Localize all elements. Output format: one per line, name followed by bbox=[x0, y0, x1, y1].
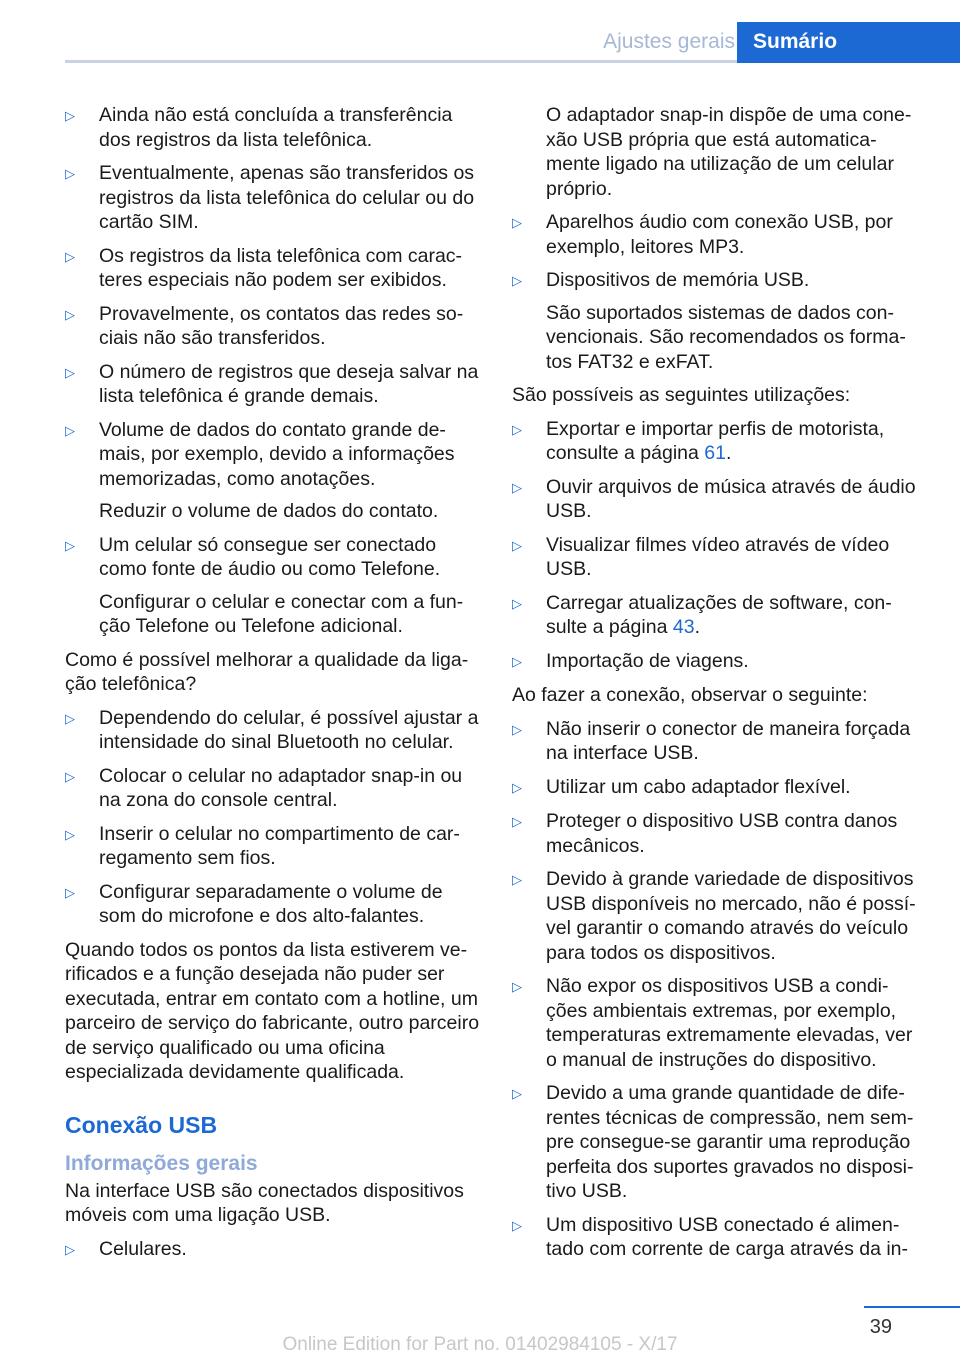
list-item-text: Um celular só consegue ser conectado como fonte de áudio ou como Telefone. bbox=[99, 533, 441, 580]
list-item-text: Não expor os dispositivos USB a condi‐ções ambientais extremas, por exemplo, temperaturas extremamente elevadas, ver o manual de instruções do dispositivo. bbox=[546, 975, 913, 1071]
list-item-body bbox=[546, 649, 928, 675]
subsection-title: Informações gerais bbox=[65, 1151, 258, 1175]
list-item-text: Colocar o celular no adaptador snap-in ou na zona do console central. bbox=[99, 764, 463, 811]
list-item bbox=[512, 717, 928, 766]
list-item-body bbox=[99, 1237, 481, 1263]
list-item-body bbox=[99, 706, 481, 755]
list-item-text bbox=[546, 591, 928, 640]
list-item bbox=[512, 417, 928, 466]
list-item-text: Proteger o dispositivo USB contra danos mecânicos. bbox=[546, 810, 898, 857]
list-item-text: Inserir o celular no compartimento de car‐regamento sem fios. bbox=[99, 822, 460, 869]
list-item-text-pre: Importação de viagens. bbox=[546, 649, 749, 672]
list-item-text-post: . bbox=[726, 442, 732, 464]
list-item-text: O número de registros que deseja salvar na lista telefônica é grande demais. bbox=[99, 360, 479, 407]
continued-paragraph: O adaptador snap-in dispõe de uma cone‐xão USB própria que está automatica‐mente ligado na utilização de um celular próprio. bbox=[546, 104, 912, 200]
list-item-body bbox=[546, 809, 928, 858]
list-items3 bbox=[65, 1237, 481, 1263]
list-item-body bbox=[546, 1081, 928, 1204]
bullet-triangle-icon: ▷ bbox=[65, 537, 75, 553]
list-item bbox=[512, 268, 928, 374]
paragraph: Ao fazer a conexão, observar o seguinte: bbox=[512, 684, 868, 706]
list-item-body bbox=[546, 867, 928, 965]
list-item bbox=[512, 475, 928, 524]
list-item-text: Os registros da lista telefônica com carac‐teres especiais não podem ser exibidos. bbox=[99, 244, 463, 291]
bullet-triangle-icon: ▷ bbox=[512, 479, 522, 495]
bullet-triangle-icon: ▷ bbox=[65, 166, 75, 181]
list-item-text: Celulares. bbox=[99, 1237, 187, 1260]
bullet-triangle-icon: ▷ bbox=[512, 653, 522, 669]
list-item bbox=[512, 649, 928, 675]
list-item-body bbox=[99, 764, 481, 813]
list-item-body bbox=[99, 533, 481, 639]
list-item bbox=[65, 244, 481, 293]
page-link[interactable]: 43 bbox=[672, 616, 695, 638]
list-item-body bbox=[99, 161, 481, 235]
list-item-body bbox=[99, 880, 481, 929]
bullet-triangle-icon: ▷ bbox=[512, 872, 522, 887]
list-item-text bbox=[546, 475, 928, 524]
list-item bbox=[65, 764, 481, 813]
bullet-triangle-icon: ▷ bbox=[512, 814, 522, 829]
page-link[interactable]: 61 bbox=[704, 442, 726, 464]
list-item-text-pre: Ouvir arquivos de música através de áudio USB. bbox=[546, 475, 916, 522]
bullet-triangle-icon: ▷ bbox=[65, 248, 75, 264]
bullet-triangle-icon: ▷ bbox=[512, 273, 522, 288]
list-item-text-pre: Exportar e importar perfis de motorista, consulte a página bbox=[546, 417, 885, 464]
bullet-triangle-icon: ▷ bbox=[65, 306, 75, 322]
list-item-subtext: Reduzir o volume de dados do contato. bbox=[99, 500, 439, 522]
list-item-text-pre: Visualizar filmes vídeo através de vídeo USB. bbox=[546, 533, 890, 580]
list-item-text-post: . bbox=[694, 616, 700, 638]
list-item-body bbox=[546, 475, 928, 524]
list-item-body bbox=[99, 822, 481, 871]
paragraph: Quando todos os pontos da lista estiverem ve‐rificados e a função desejada não puder ser executada, entrar em contato com a hotline, um parceiro de serviço do fabricante, outro parceiro de serviço qualificado ou uma oficina especializada devidamente qualificada. bbox=[65, 938, 480, 1083]
bullet-triangle-icon: ▷ bbox=[512, 779, 522, 795]
left-column bbox=[65, 103, 481, 1271]
list-item bbox=[512, 775, 928, 801]
bullet-triangle-icon: ▷ bbox=[65, 710, 75, 726]
list-item-body bbox=[546, 268, 928, 374]
list-item-body bbox=[546, 717, 928, 766]
list-item-text: Provavelmente, os contatos das redes so‐ciais não são transferidos. bbox=[99, 302, 464, 349]
list-item-body bbox=[546, 417, 928, 466]
list-item-subtext: São suportados sistemas de dados con‐vencionais. São recomendados os forma‐tos FAT32 e exFAT. bbox=[546, 301, 906, 373]
paragraph: Como é possível melhorar a qualidade da liga‐ção telefônica? bbox=[65, 648, 469, 695]
section-title: Conexão USB bbox=[65, 1111, 218, 1138]
list-item-body bbox=[546, 533, 928, 582]
bullet-triangle-icon: ▷ bbox=[512, 721, 522, 737]
bullet-triangle-icon: ▷ bbox=[65, 826, 75, 842]
list-item-text bbox=[546, 533, 928, 582]
list-item-body bbox=[99, 103, 481, 152]
list-item-text: Aparelhos áudio com conexão USB, por exemplo, leitores MP3. bbox=[546, 211, 893, 258]
list-item-body bbox=[546, 974, 928, 1072]
list-item-text: Dependendo do celular, é possível ajustar a intensidade do sinal Bluetooth no celular. bbox=[99, 706, 479, 753]
tab-sumario[interactable]: Sumário bbox=[737, 22, 960, 63]
list-item bbox=[65, 822, 481, 871]
list-item bbox=[512, 1213, 928, 1262]
footer-rule bbox=[864, 1306, 960, 1308]
list-item-text: Um dispositivo USB conectado é alimen‐tado com corrente de carga através da in‐ bbox=[546, 1213, 909, 1260]
paragraph: Na interface USB são conectados dispositivos móveis com uma ligação USB. bbox=[65, 1179, 464, 1226]
bullet-triangle-icon: ▷ bbox=[512, 595, 522, 611]
list-item-text: Devido à grande variedade de dispositivos USB disponíveis no mercado, não é possí‐vel garantir o comando através do veículo para todos os dispositivos. bbox=[546, 868, 916, 964]
list-item-body bbox=[546, 1213, 928, 1262]
list-item-text-pre: Carregar atualizações de software, con‐sulte a página bbox=[546, 591, 892, 638]
bullet-triangle-icon: ▷ bbox=[65, 422, 75, 438]
list-item-subtext: Configurar o celular e conectar com a fun‐ção Telefone ou Telefone adicional. bbox=[99, 590, 464, 637]
list-item bbox=[512, 533, 928, 582]
list-item-body bbox=[546, 775, 928, 801]
list-item-body bbox=[99, 244, 481, 293]
footer-edition: Online Edition for Part no. 01402984105 - X/17 bbox=[282, 1334, 678, 1355]
list-item bbox=[65, 706, 481, 755]
bullet-triangle-icon: ▷ bbox=[512, 421, 522, 437]
list-item-text: Configurar separadamente o volume de som do microfone e dos alto-falantes. bbox=[99, 880, 443, 927]
list-items2 bbox=[65, 706, 481, 929]
list-item bbox=[65, 880, 481, 929]
bullet-triangle-icon: ▷ bbox=[65, 884, 75, 900]
tab-ajustes-gerais[interactable]: Ajustes gerais bbox=[603, 30, 735, 53]
list-items2 bbox=[512, 417, 928, 675]
list-item bbox=[65, 302, 481, 351]
list-item bbox=[512, 1081, 928, 1204]
list-item bbox=[65, 418, 481, 524]
bullet-triangle-icon: ▷ bbox=[65, 364, 75, 380]
list-item-text bbox=[546, 649, 928, 674]
list-item bbox=[512, 867, 928, 965]
list-item bbox=[512, 974, 928, 1072]
bullet-triangle-icon: ▷ bbox=[512, 1086, 522, 1101]
list-item-body bbox=[546, 591, 928, 640]
list-item-text: Ainda não está concluída a transferência dos registros da lista telefônica. bbox=[99, 104, 453, 151]
list-item-text: Não inserir o conector de maneira forçada na interface USB. bbox=[546, 717, 911, 764]
list-item-text: Dispositivos de memória USB. bbox=[546, 269, 810, 291]
page-number: 39 bbox=[869, 1316, 892, 1338]
list-item bbox=[65, 360, 481, 409]
list-item-body bbox=[99, 302, 481, 351]
list-item-text bbox=[546, 417, 928, 466]
bullet-triangle-icon: ▷ bbox=[65, 768, 75, 784]
list-item-text: Eventualmente, apenas são transferidos os registros da lista telefônica do celular ou do cartão SIM. bbox=[99, 162, 475, 233]
list-item-text: Utilizar um cabo adaptador flexível. bbox=[546, 775, 851, 798]
list-item-body bbox=[99, 418, 481, 524]
list-item bbox=[65, 161, 481, 235]
list-item-text: Volume de dados do contato grande de‐mais, por exemplo, devido a informações memorizadas, como anotações. bbox=[99, 418, 455, 490]
list-item bbox=[512, 591, 928, 640]
list-items1 bbox=[65, 103, 481, 639]
list-item bbox=[512, 809, 928, 858]
bullet-triangle-icon: ▷ bbox=[512, 215, 522, 230]
bullet-triangle-icon: ▷ bbox=[65, 1241, 75, 1257]
list-item-body bbox=[99, 360, 481, 409]
bullet-triangle-icon: ▷ bbox=[512, 537, 522, 553]
bullet-triangle-icon: ▷ bbox=[65, 108, 75, 123]
list-item-text: Devido a uma grande quantidade de dife‐rentes técnicas de compressão, nem sem‐pre consegue-se garantir uma reprodução perfeita dos suportes gravados no disposi‐tivo USB. bbox=[546, 1082, 914, 1202]
list-item bbox=[65, 1237, 481, 1263]
right-column bbox=[512, 103, 928, 1271]
bullet-triangle-icon: ▷ bbox=[512, 979, 522, 994]
list-items3 bbox=[512, 717, 928, 1262]
list-item bbox=[512, 210, 928, 259]
list-item bbox=[65, 103, 481, 152]
bullet-triangle-icon: ▷ bbox=[512, 1217, 522, 1233]
list-item bbox=[65, 533, 481, 639]
list-items1 bbox=[512, 210, 928, 374]
list-item-body bbox=[546, 210, 928, 259]
paragraph: São possíveis as seguintes utilizações: bbox=[512, 384, 851, 406]
